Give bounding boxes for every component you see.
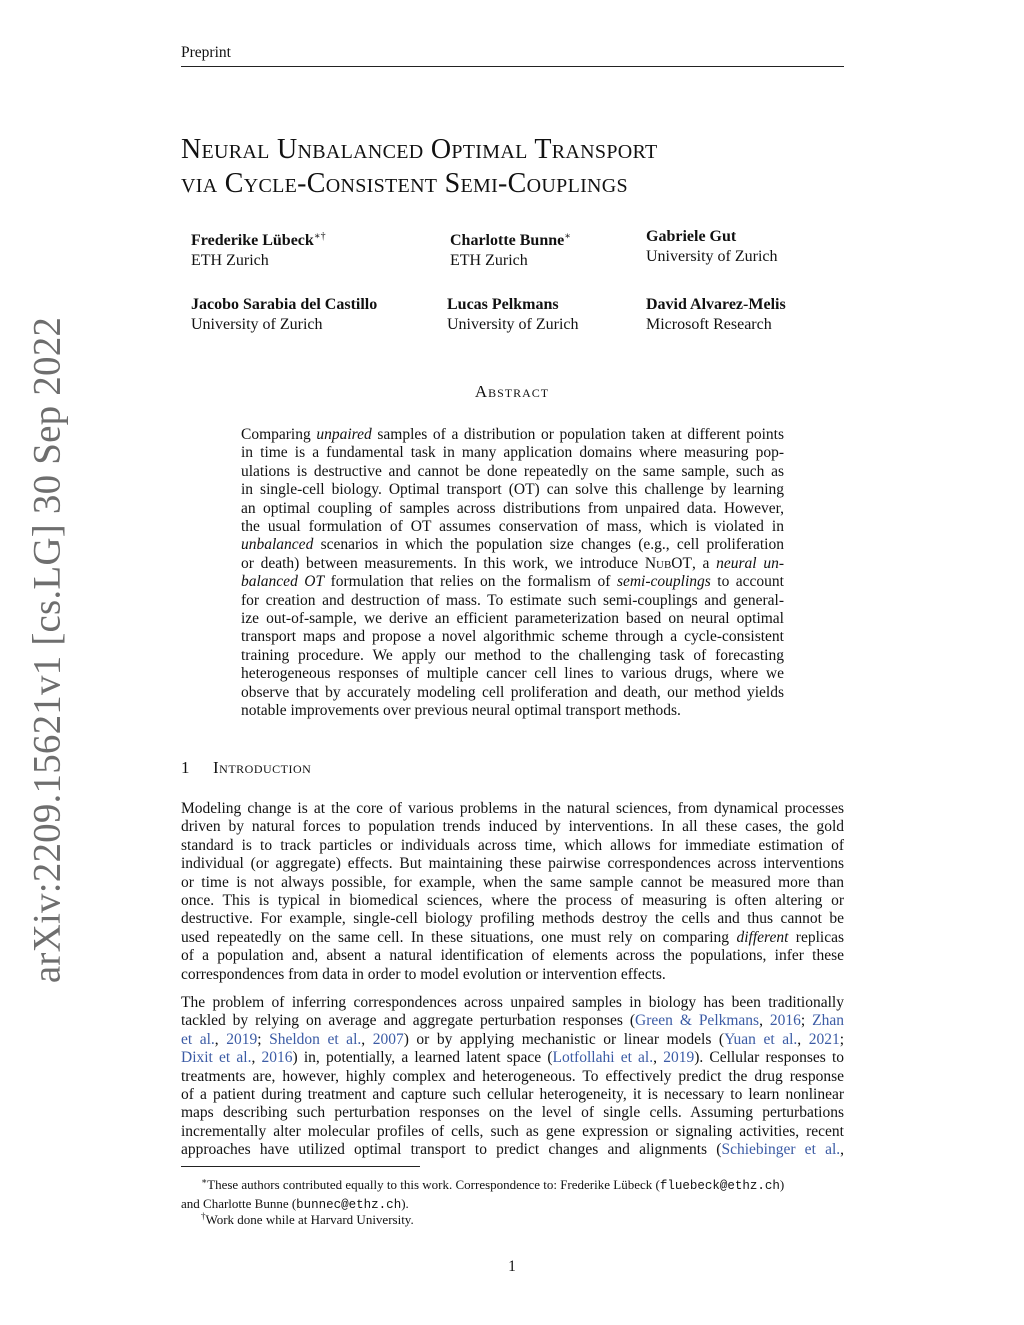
abstract-heading: Abstract	[474, 382, 550, 401]
citation-year-link[interactable]: 2016	[261, 1049, 293, 1067]
running-header: Preprint	[181, 44, 231, 61]
abstract-line: for creation and destruction of mass. To estimate such semi-couplings and general-	[241, 591, 784, 609]
text-line: maps describing such perturbation responses on the level of single cells. Assuming perturbations	[181, 1104, 844, 1122]
abstract-line: transport maps and propose a novel algorithmic scheme through a cycle-consistent	[241, 628, 784, 646]
footnote-line: and Charlotte Bunne (bunnec@ethz.ch).	[181, 1196, 409, 1212]
author-mark: ∗†	[313, 231, 326, 242]
text-line: individual (or aggregate) effects. But maintaining these pairwise correspondences across interventions	[181, 855, 844, 873]
email-link[interactable]: fluebeck@ethz.ch	[659, 1179, 780, 1193]
header-rule	[181, 66, 844, 67]
page-number: 1	[508, 1258, 516, 1275]
author-block	[447, 295, 579, 335]
text-line: tackled by relying on average and aggregate perturbation responses (Green & Pelkmans, 2016; Zhan	[181, 1012, 845, 1030]
abstract-line: observe that by accurately modeling cell proliferation and death, our method yields	[241, 683, 784, 701]
author-mark: ∗	[564, 231, 572, 242]
author-affiliation: Microsoft Research	[646, 316, 772, 333]
text-line: used repeatedly on the same cell. In these situations, one must rely on comparing different replicas	[181, 928, 844, 946]
citation-year-link[interactable]: 2019	[663, 1049, 695, 1067]
text-line: driven by natural forces to population trends induced by interventions. In all these cases, the gold	[181, 818, 844, 836]
author-block	[646, 227, 778, 267]
citation-year-link[interactable]: 2016	[769, 1012, 801, 1030]
author-name: Gabriele Gut	[646, 228, 737, 245]
abstract-line: Comparing unpaired samples of a distribution or population taken at different points	[241, 426, 784, 443]
author-block	[191, 227, 326, 271]
text-line: Modeling change is at the core of various problems in the natural sciences, from dynamical processes	[181, 800, 844, 817]
title-line-2: via Cycle-Consistent Semi-Couplings	[181, 168, 628, 199]
citation-year-link[interactable]: 2021	[808, 1030, 840, 1048]
paper-title	[181, 133, 844, 201]
footnote-line: †Work done while at Harvard University.	[201, 1211, 414, 1227]
abstract-line: notable improvements over previous neural optimal transport methods.	[241, 702, 681, 720]
author-affiliation: University of Zurich	[447, 316, 579, 333]
citation-link[interactable]: Schiebinger et al.	[721, 1141, 841, 1159]
text-line: correspondences from data in order to model evolution or intervention effects.	[181, 965, 666, 983]
author-affiliation: ETH Zurich	[191, 252, 269, 269]
abstract-line: ize out-of-sample, we derive an efficient parameterization based on neural optimal	[241, 610, 784, 628]
section-heading	[181, 758, 311, 778]
intro-paragraph-1	[181, 800, 844, 984]
citation-link[interactable]: Sheldon et al.	[269, 1030, 362, 1048]
citation-year-link[interactable]: 2019	[226, 1030, 258, 1048]
citation-year-link[interactable]: 2007	[372, 1030, 404, 1048]
footnote-rule	[181, 1166, 420, 1167]
abstract-line: ulations is destructive and cannot be done repeatedly on the same sample, such as	[241, 462, 784, 480]
text-line: approaches have utilized optimal transport to predict changes and alignments (Schiebinger et al.,	[181, 1141, 845, 1159]
title-line-1: Neural Unbalanced Optimal Transport	[181, 134, 658, 165]
citation-link[interactable]: et al.	[181, 1030, 215, 1048]
text-line: standard is to track particles or individuals across time, which allows for immediate estimation of	[181, 836, 844, 854]
abstract-line: balanced OT formulation that relies on the formalism of semi-couplings to account	[241, 573, 784, 591]
text-line: once. This is typical in biomedical sciences, where the process of measuring is often altering or	[181, 892, 844, 910]
text-line: incrementally alter molecular profiles of cells, such as gene expression or signaling activities, recent	[181, 1122, 844, 1140]
author-affiliation: ETH Zurich	[450, 252, 528, 269]
text-line: or time is not always possible, for example, when the same sample cannot be measured more than	[181, 873, 844, 891]
text-line: treatments are, however, highly complex and heterogeneous. To effectively predict the drug response	[181, 1067, 844, 1085]
text-line: Dixit et al., 2016) in, potentially, a learned latent space (Lotfollahi et al., 2019). Cellular responses to	[181, 1049, 845, 1067]
footnote-line: ∗These authors contributed equally to this work. Correspondence to: Frederike Lübeck (fluebeck@ethz.ch)	[201, 1176, 785, 1193]
abstract-line: in time is a fundamental task in many application domains where measuring pop-	[241, 444, 784, 462]
email-link[interactable]: bunnec@ethz.ch	[296, 1198, 402, 1212]
abstract-line: training procedure. We apply our method to the challenging task of forecasting	[241, 646, 784, 664]
footnote-2	[181, 1208, 844, 1228]
section-number: 1	[181, 758, 190, 777]
author-block	[450, 227, 571, 271]
author-name: David Alvarez-Melis	[646, 296, 786, 313]
text-line: destructive. For example, single-cell biology profiling methods destroy the cells and thus cannot be	[181, 910, 844, 928]
citation-link[interactable]: Green & Pelkmans	[635, 1012, 760, 1030]
citation-link[interactable]: Lotfollahi et al.	[552, 1049, 654, 1067]
author-affiliation: University of Zurich	[646, 248, 778, 265]
abstract-line: unbalanced scenarios in which the population size changes (e.g., cell proliferation	[241, 536, 784, 554]
text-line: of a population and, absent a natural identification of elements across the populations, infer these	[181, 947, 844, 965]
arxiv-stamp: arXiv:2209.15621v1 [cs.LG] 30 Sep 2022	[25, 316, 69, 984]
abstract-line: heterogeneous responses of multiple cancer cell lines to various drugs, where we	[241, 665, 784, 683]
text-line: et al., 2019; Sheldon et al., 2007) or by applying mechanistic or linear models (Yuan et al., 2021;	[181, 1030, 845, 1048]
abstract-line: or death) between measurements. In this work, we introduce NubOT, a neural un-	[241, 554, 784, 572]
abstract-line: an optimal coupling of samples across distributions from unpaired data. However,	[241, 499, 784, 517]
author-name: Frederike Lübeck	[191, 232, 314, 249]
author-name: Lucas Pelkmans	[447, 296, 559, 313]
citation-link[interactable]: Yuan et al.	[724, 1030, 798, 1048]
author-name: Jacobo Sarabia del Castillo	[191, 296, 378, 313]
abstract-body	[241, 426, 784, 721]
abstract-line: in single-cell biology. Optimal transport (OT) can solve this challenge by learning	[241, 481, 784, 499]
author-name: Charlotte Bunne	[450, 232, 565, 249]
abstract-line: the usual formulation of OT assumes conservation of mass, which is violated in	[241, 518, 784, 536]
author-affiliation: University of Zurich	[191, 316, 323, 333]
text-line: The problem of inferring correspondences across unpaired samples in biology has been traditionally	[181, 994, 844, 1011]
citation-link[interactable]: Zhan	[812, 1012, 845, 1030]
citation-link[interactable]: Dixit et al.	[181, 1049, 252, 1067]
section-title: Introduction	[213, 758, 312, 777]
intro-paragraph-2	[181, 994, 844, 1160]
text-line: of a patient during treatment and capture such cellular heterogeneity, it is necessary to learn nonlinear	[181, 1086, 844, 1104]
author-block	[646, 295, 786, 335]
author-block	[191, 295, 377, 335]
